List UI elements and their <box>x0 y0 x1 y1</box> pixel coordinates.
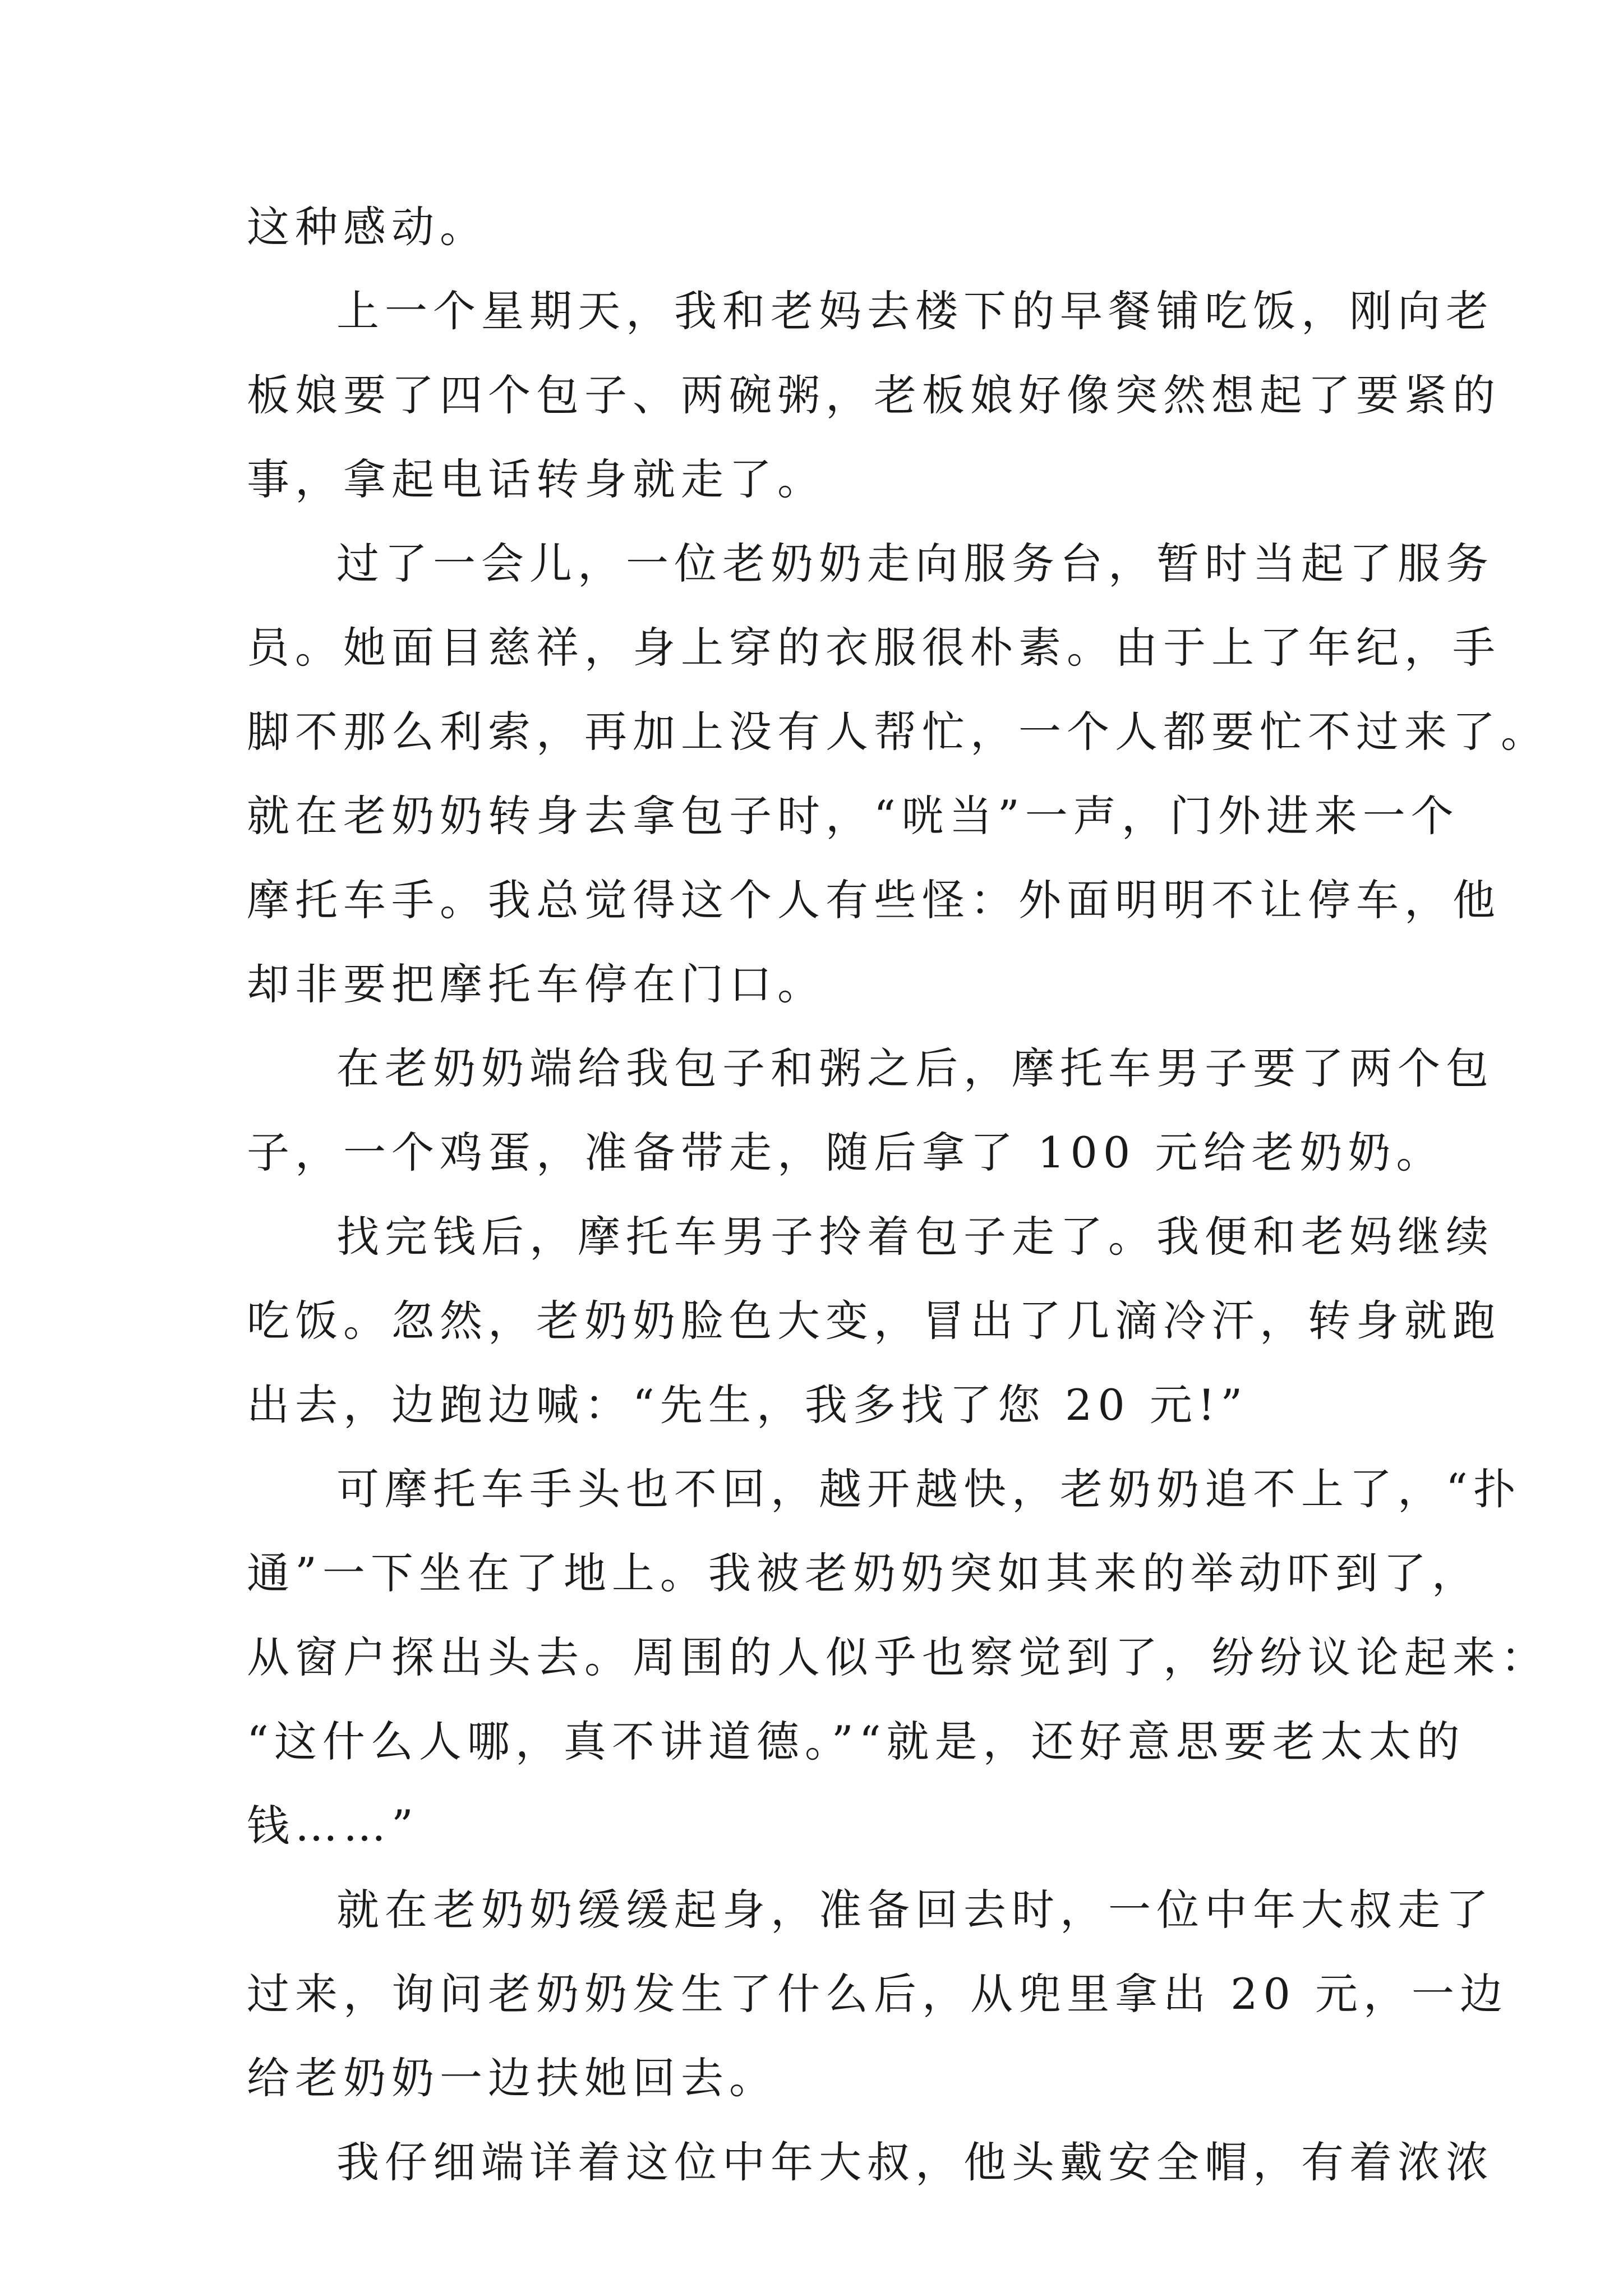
text-line: 却非要把摩托车停在门口。 <box>247 959 826 1009</box>
text-line: 可摩托车手头也不回，越开越快，老奶奶追不上了，“扑 <box>336 1464 1521 1514</box>
text-line: 过来，询问老奶奶发生了什么后，从兜里拿出 20 元，一边 <box>247 1969 1509 2019</box>
text-line: 给老奶奶一边扶她回去。 <box>247 2053 777 2103</box>
text-line: 上一个星期天，我和老妈去楼下的早餐铺吃饭，刚向老 <box>336 286 1494 336</box>
text-line: 脚不那么利索，再加上没有人帮忙，一个人都要忙不过来了。 <box>247 707 1549 757</box>
text-line: 钱……” <box>247 1801 419 1851</box>
text-line: 从窗户探出头去。周围的人似乎也察觉到了，纷纷议论起来： <box>247 1632 1549 1682</box>
text-line: 摩托车手。我总觉得这个人有些怪：外面明明不让停车，他 <box>247 875 1501 925</box>
text-line: 就在老奶奶转身去拿包子时，“咣当”一声，门外进来一个 <box>247 791 1459 841</box>
text-line: 在老奶奶端给我包子和粥之后，摩托车男子要了两个包 <box>336 1043 1494 1093</box>
text-line: “这什么人哪，真不讲道德。”“就是，还好意思要老太太的 <box>247 1717 1465 1766</box>
text-line: 我仔细端详着这位中年大叔，他头戴安全帽，有着浓浓 <box>336 2137 1494 2187</box>
text-line: 就在老奶奶缓缓起身，准备回去时，一位中年大叔走了 <box>336 1885 1494 1935</box>
text-line: 板娘要了四个包子、两碗粥，老板娘好像突然想起了要紧的 <box>247 370 1501 420</box>
text-line: 找完钱后，摩托车男子拎着包子走了。我便和老妈继续 <box>336 1212 1494 1262</box>
text-line: 事，拿起电话转身就走了。 <box>247 454 826 504</box>
body-text <box>247 185 1549 2205</box>
text-line: 吃饭。忽然，老奶奶脸色大变，冒出了几滴冷汗，转身就跑 <box>247 1296 1501 1346</box>
text-line: 子，一个鸡蛋，准备带走，随后拿了 100 元给老奶奶。 <box>247 1128 1445 1177</box>
text-line: 出去，边跑边喊：“先生，我多找了您 20 元!” <box>247 1380 1248 1430</box>
text-line: 过了一会儿，一位老奶奶走向服务台，暂时当起了服务 <box>336 539 1494 588</box>
text-line: 通”一下坐在了地上。我被老奶奶突如其来的举动吓到了， <box>247 1548 1480 1598</box>
text-line: 这种感动。 <box>247 202 488 252</box>
text-line: 员。她面目慈祥，身上穿的衣服很朴素。由于上了年纪，手 <box>247 623 1501 673</box>
